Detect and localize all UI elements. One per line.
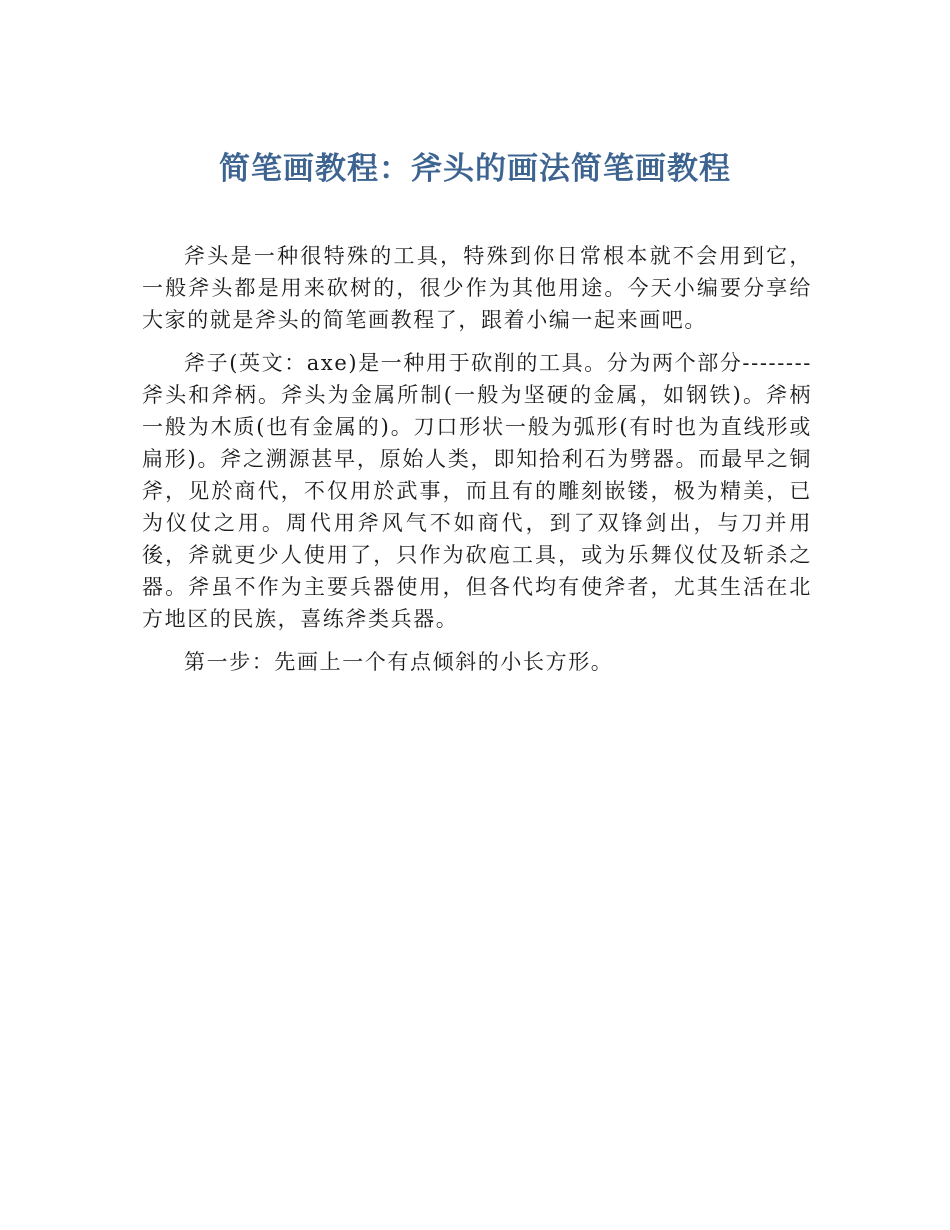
paragraph-intro: 斧头是一种很特殊的工具，特殊到你日常根本就不会用到它，一般斧头都是用来砍树的，很少作为其他用途。今天小编要分享给大家的就是斧头的简笔画教程了，跟着小编一起来画吧。	[142, 244, 812, 332]
paragraph-step-one: 第一步：先画上一个有点倾斜的小长方形。	[184, 650, 614, 674]
paragraph-axe-history: 斧子(英文：axe)是一种用于砍削的工具。分为两个部分--------斧头和斧柄。斧头为金属所制(一般为坚硬的金属，如钢铁)。斧柄一般为木质(也有金属的)。刀口形状一般为弧形(有时也为直线形或扁形)。斧之溯源甚早，原始人类，即知拾利石为劈器。而最早之铜斧，见於商代，不仅用於武事，而且有的雕刻嵌镂，极为精美，已为仪仗之用。周代用斧风气不如商代，到了双锋剑出，与刀并用後，斧就更少人使用了，只作为砍庖工具，或为乐舞仪仗及斩杀之器。斧虽不作为主要兵器使用，但各代均有使斧者，尤其生活在北方地区的民族，喜练斧类兵器。	[142, 351, 812, 631]
document-title: 简笔画教程：斧头的画法简笔画教程	[219, 151, 731, 187]
document-body	[142, 240, 812, 689]
